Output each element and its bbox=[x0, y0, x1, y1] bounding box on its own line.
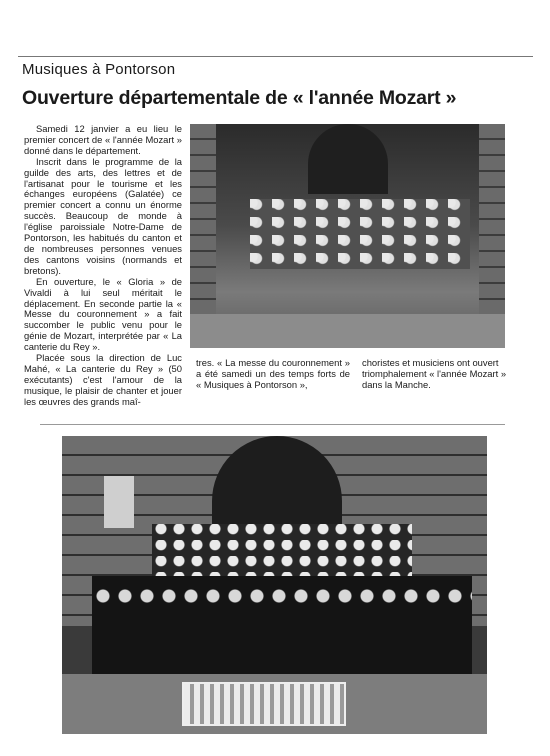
photo-performers bbox=[250, 199, 470, 269]
article-column-1 bbox=[24, 124, 182, 408]
concert-photo bbox=[190, 124, 505, 348]
photo-arch bbox=[308, 124, 388, 194]
group-photo bbox=[62, 436, 487, 734]
photo-poster bbox=[104, 476, 134, 528]
divider-rule bbox=[40, 424, 505, 425]
photo-musicians bbox=[92, 576, 472, 676]
paragraph-col2: tres. « La messe du couronnement » a été samedi un des temps forts de « Musiques à Pontorson », bbox=[196, 357, 350, 390]
paragraph-4: Placée sous la direction de Luc Mahé, « La canterie du Rey » (50 exécutants) c'est l'amour de la musique, le plaisir de chanter et jouer les œuvres des grands maî- bbox=[24, 352, 182, 407]
photo-floor bbox=[190, 314, 505, 348]
top-rule bbox=[18, 56, 533, 57]
paragraph-3: En ouverture, le « Gloria » de Vivaldi à lui seul méritait le déplacement. En seconde partie la « Messe du couronnement » a fait succomber le public venu pour le génie de Mozart, interprétée par « La canterie du Rey ». bbox=[24, 275, 182, 353]
paragraph-2: Inscrit dans le programme de la guilde des arts, des lettres et de l'artisanat pour le tourisme et les échanges européens (Galatée) ce premier concert a connu un énorme succès. Beaucoup de monde à l'église paroissiale Notre-Dame de Pontorson, les habitués du canton et de nombreuses personnes venues des cantons voisins (normands et bretons). bbox=[24, 155, 182, 276]
article-column-2 bbox=[196, 358, 350, 391]
paragraph-col3: choristes et musiciens ont ouvert triomphalement « l'année Mozart » dans la Manche. bbox=[362, 357, 507, 390]
article-column-3 bbox=[362, 358, 522, 391]
photo-rug bbox=[182, 682, 346, 726]
paragraph-1: Samedi 12 janvier a eu lieu le premier concert de « l'année Mozart » donné dans le département. bbox=[24, 123, 182, 156]
article-headline: Ouverture départementale de « l'année Mozart » bbox=[22, 87, 457, 109]
section-rubric: Musiques à Pontorson bbox=[22, 61, 176, 78]
